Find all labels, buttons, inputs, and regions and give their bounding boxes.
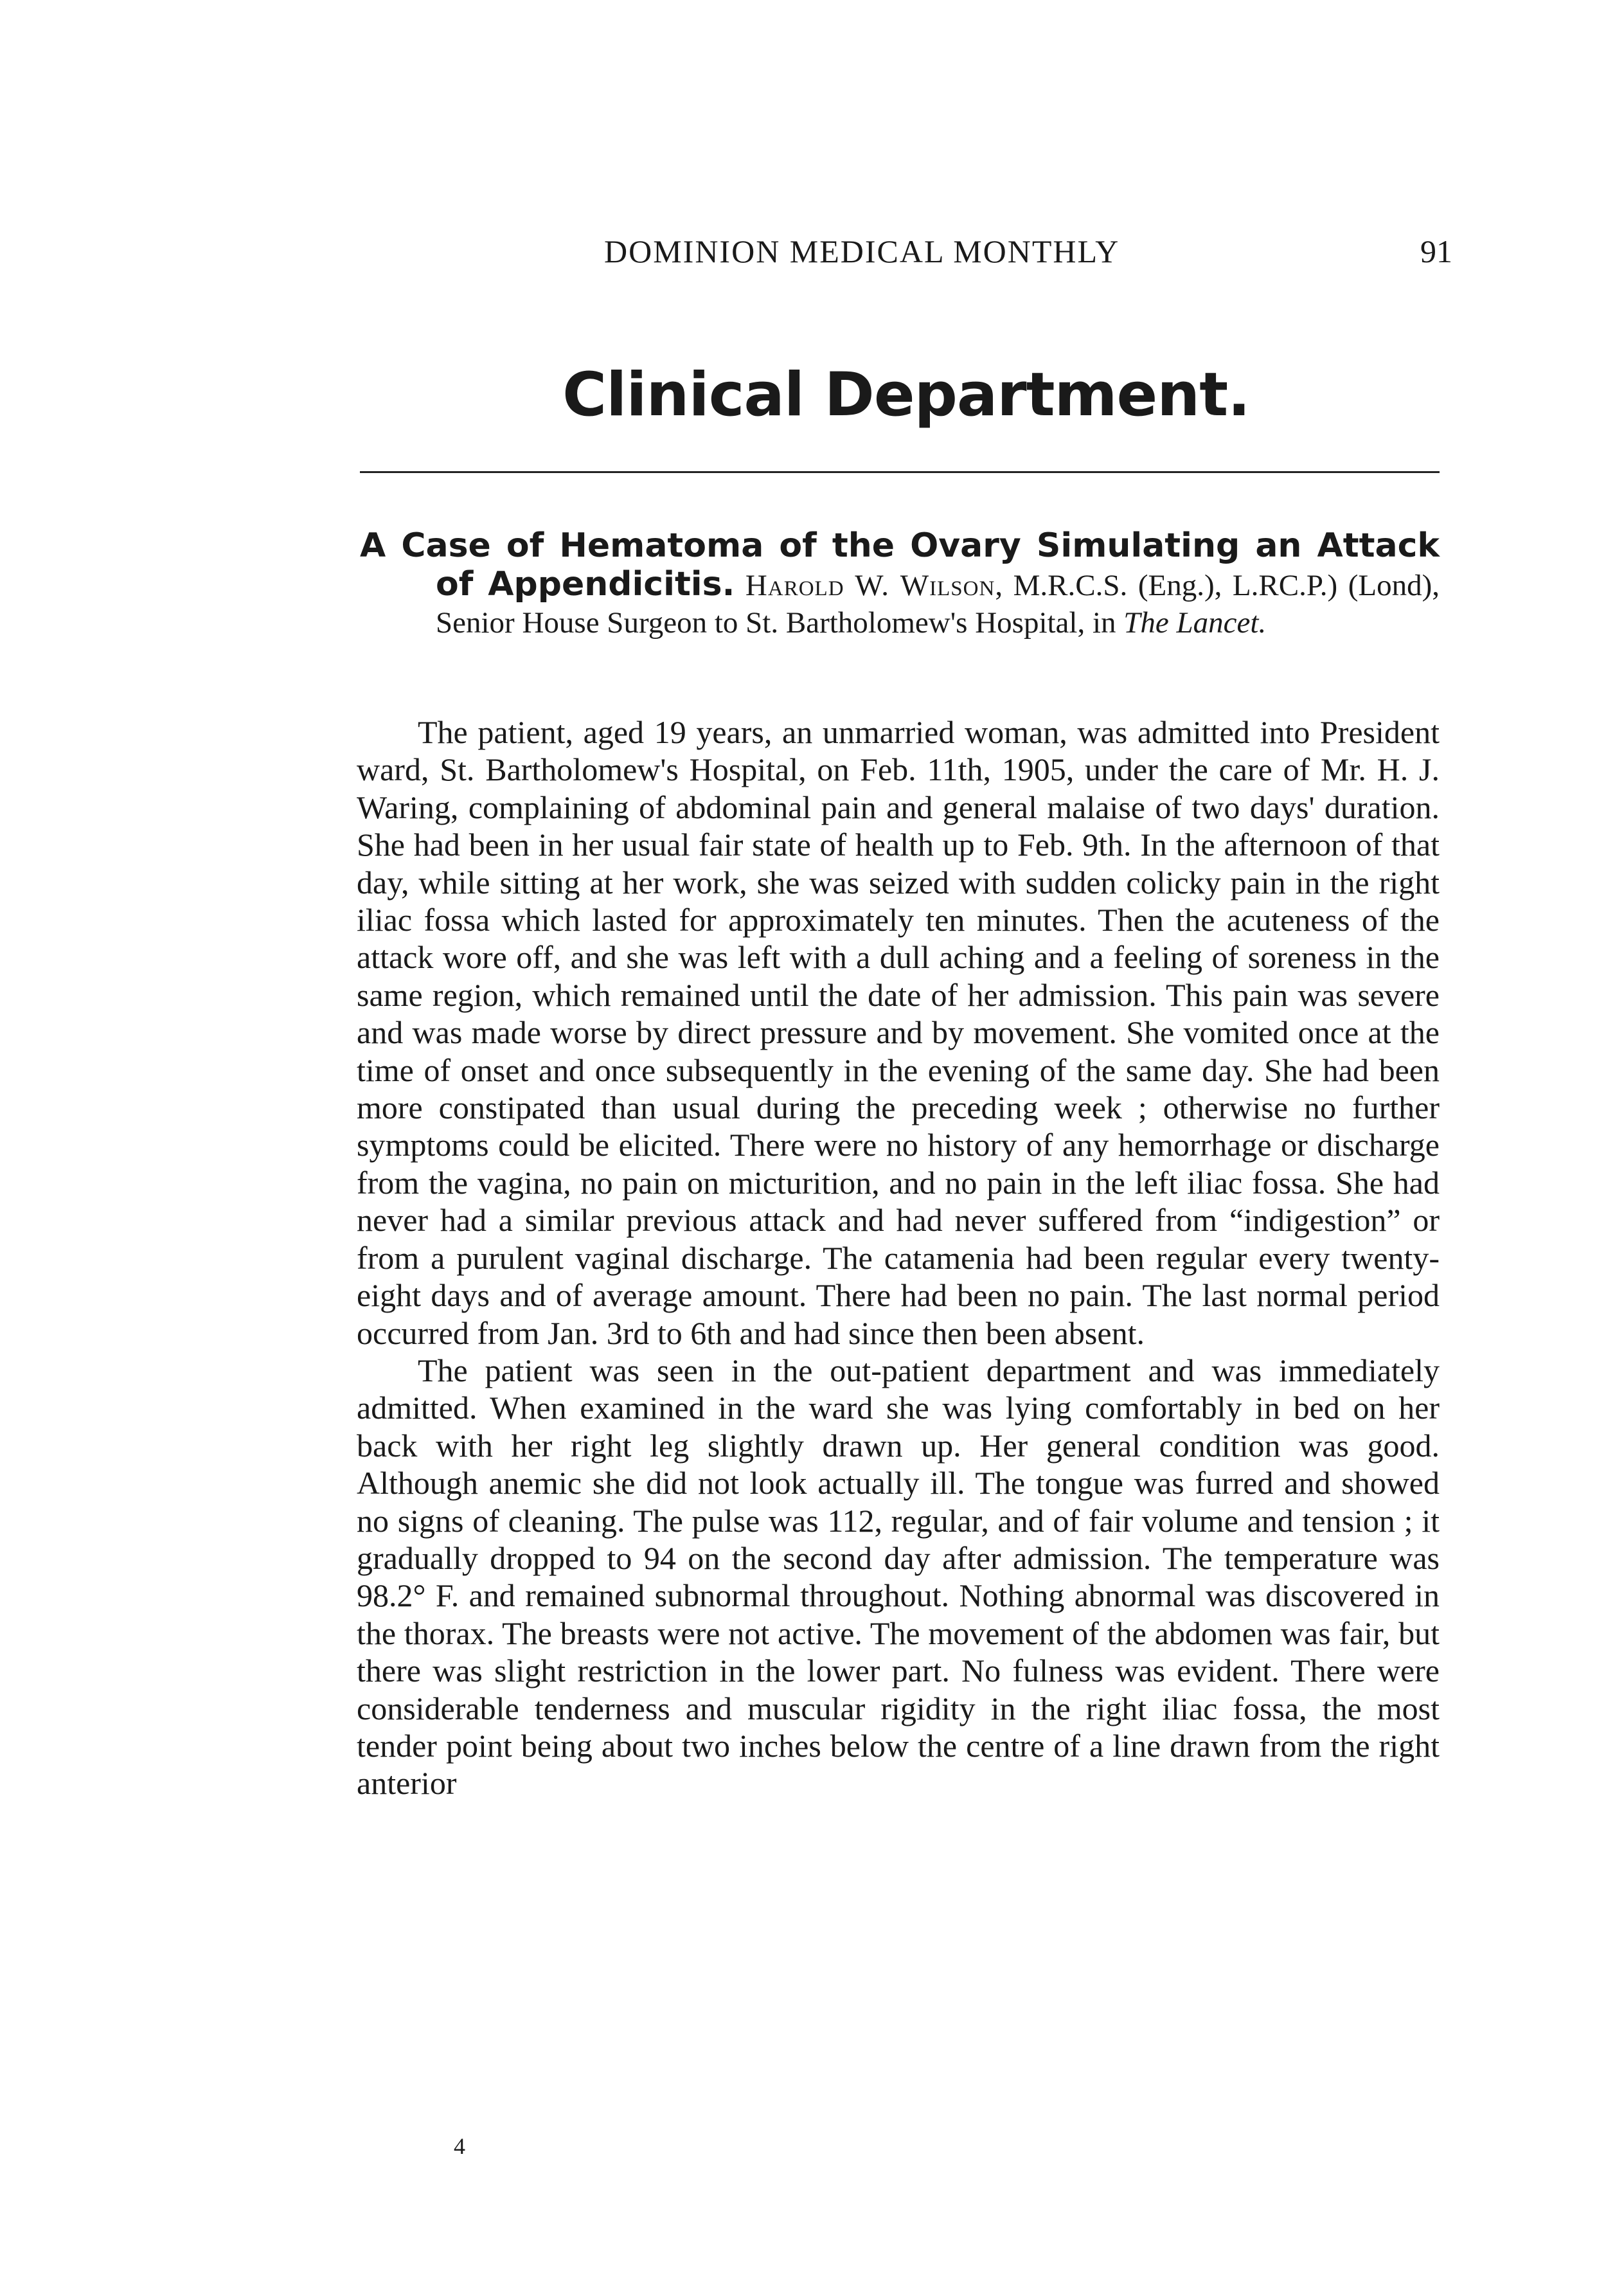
running-head <box>360 233 1452 271</box>
heading-divider <box>360 471 1440 473</box>
page-number: 91 <box>1420 233 1452 269</box>
journal-running-title: DOMINION MEDICAL MONTHLY <box>604 233 1120 269</box>
article-title: A Case of Hematoma of the Ovary Simulating an Attack of Appendicitis. <box>360 526 1440 604</box>
article-author: Harold W. Wilson <box>745 569 995 602</box>
section-heading: Clinical Department. <box>562 360 1250 430</box>
article-body <box>357 713 1440 1802</box>
paragraph-examination: The patient was seen in the out-patient department and was immediately admitted. When examined in the ward she was lying comfortably in bed on her back with her right leg slightly drawn up. Her general condition was good. Although anemic she did not look actually ill. The tongue was furred and showed no signs of cleaning. The pulse was 112, regular, and of fair volume and tension ; it gradually dropped to 94 on the second day after admission. The temperature was 98.2° F. and remained subnormal throughout. Nothing abnormal was discovered in the thorax. The breasts were not active. The movement of the abdomen was fair, but there was slight restriction in the lower part. No fulness was evident. There were considerable tenderness and muscular rigidity in the right iliac fossa, the most tender point being about two inches below the centre of a line drawn from the right anterior <box>357 1352 1440 1802</box>
paragraph-history: The patient, aged 19 years, an unmarried woman, was admitted into President ward, St. Bartholomew's Hospital, on Feb. 11th, 1905, under the care of Mr. H. J. Waring, complaining of abdominal pain and general malaise of two days' duration. She had been in her usual fair state of health up to Feb. 9th. In the afternoon of that day, while sitting at her work, she was seized with sudden colicky pain in the right iliac fossa which lasted for approximately ten minutes. Then the acuteness of the attack wore off, and she was left with a dull aching and a feeling of soreness in the same region, which remained until the date of her admission. This pain was severe and was made worse by direct pressure and by movement. She vomited once at the time of onset and once subsequently in the evening of the same day. She had been more constipated than usual during the preceding week ; otherwise no further symptoms could be elicited. There were no history of any hemorrhage or discharge from the vagina, no pain on micturition, and no pain in the left iliac fossa. She had never had a similar previous attack and had never suffered from “indigestion” or from a purulent vaginal discharge. The catamenia had been regular every twenty-eight days and of average amount. There had been no pain. The last normal period occurred from Jan. 3rd to 6th and had since then been absent. <box>357 714 1440 1351</box>
article-citation <box>360 527 1440 641</box>
article-journal: The Lancet. <box>1123 606 1267 640</box>
signature-mark: 4 <box>454 2133 465 2159</box>
article-credentials: , M.R.C.S. (Eng.), L.RC.P.) (Lond), Senior House Surgeon to St. Bartholomew's Hospital, in <box>436 569 1440 640</box>
